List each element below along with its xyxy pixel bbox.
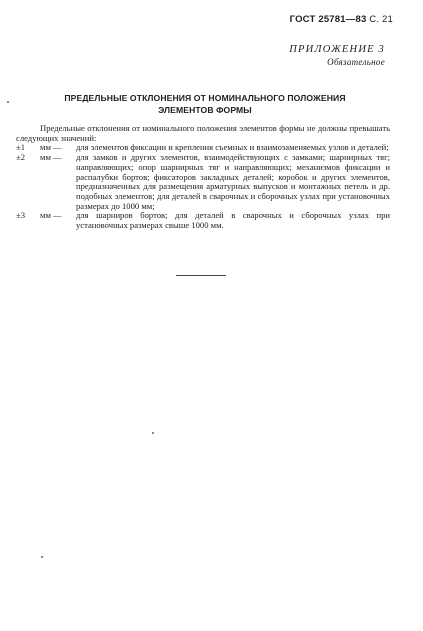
tolerance-value: ±1 (16, 142, 26, 153)
tolerance-text: для шарниров бортов; для деталей в сварочных и сборочных узлах при установочных размерах свыше 1000 мм. (76, 210, 390, 231)
intro-paragraph: Предельные отклонения от номинального положения элементов формы не должны превышать следующих значений: (16, 123, 390, 143)
section-title (30, 93, 380, 116)
scan-speck (7, 101, 9, 103)
tolerance-text: для замков и других элементов, взаимодействующих с замками; шарнирных тяг; направляющих; опор шарнирных тяг и направляющих; механизмов фиксации и распалубки бортов; фиксаторов закладных деталей; коробок и других элементов, предназначенных для размещения арматурных выпусков и монтажных петель и др. подобных элементов; для деталей в сварочных и сборочных узлах при установочных размерах до 1000 мм; (76, 152, 390, 211)
tolerance-value: ±3 (16, 210, 26, 221)
tolerance-item (16, 153, 390, 211)
section-title-line: ЭЛЕМЕНТОВ ФОРМЫ (158, 104, 252, 115)
separator-rule (176, 275, 226, 276)
document-code: ГОСТ 25781—83 (289, 14, 367, 25)
annex-title: ПРИЛОЖЕНИЕ 3 (289, 44, 385, 55)
tolerance-text: для элементов фиксации и крепления съемных и взаимозаменяемых узлов и деталей; (76, 142, 389, 153)
tolerance-unit: мм — (40, 210, 62, 221)
running-header (290, 14, 393, 25)
document-body (16, 124, 390, 231)
scan-speck (152, 432, 154, 434)
scan-speck (41, 556, 43, 558)
annex-status: Обязательное (327, 57, 385, 67)
tolerance-unit: мм — (40, 142, 62, 153)
tolerance-unit: мм — (40, 152, 62, 163)
section-title-line: ПРЕДЕЛЬНЫЕ ОТКЛОНЕНИЯ ОТ НОМИНАЛЬНОГО ПОЛОЖЕНИЯ (64, 93, 346, 103)
tolerance-value: ±2 (16, 152, 26, 163)
page-reference: С. 21 (369, 14, 393, 25)
annex-label (289, 44, 385, 68)
tolerance-item (16, 211, 390, 230)
